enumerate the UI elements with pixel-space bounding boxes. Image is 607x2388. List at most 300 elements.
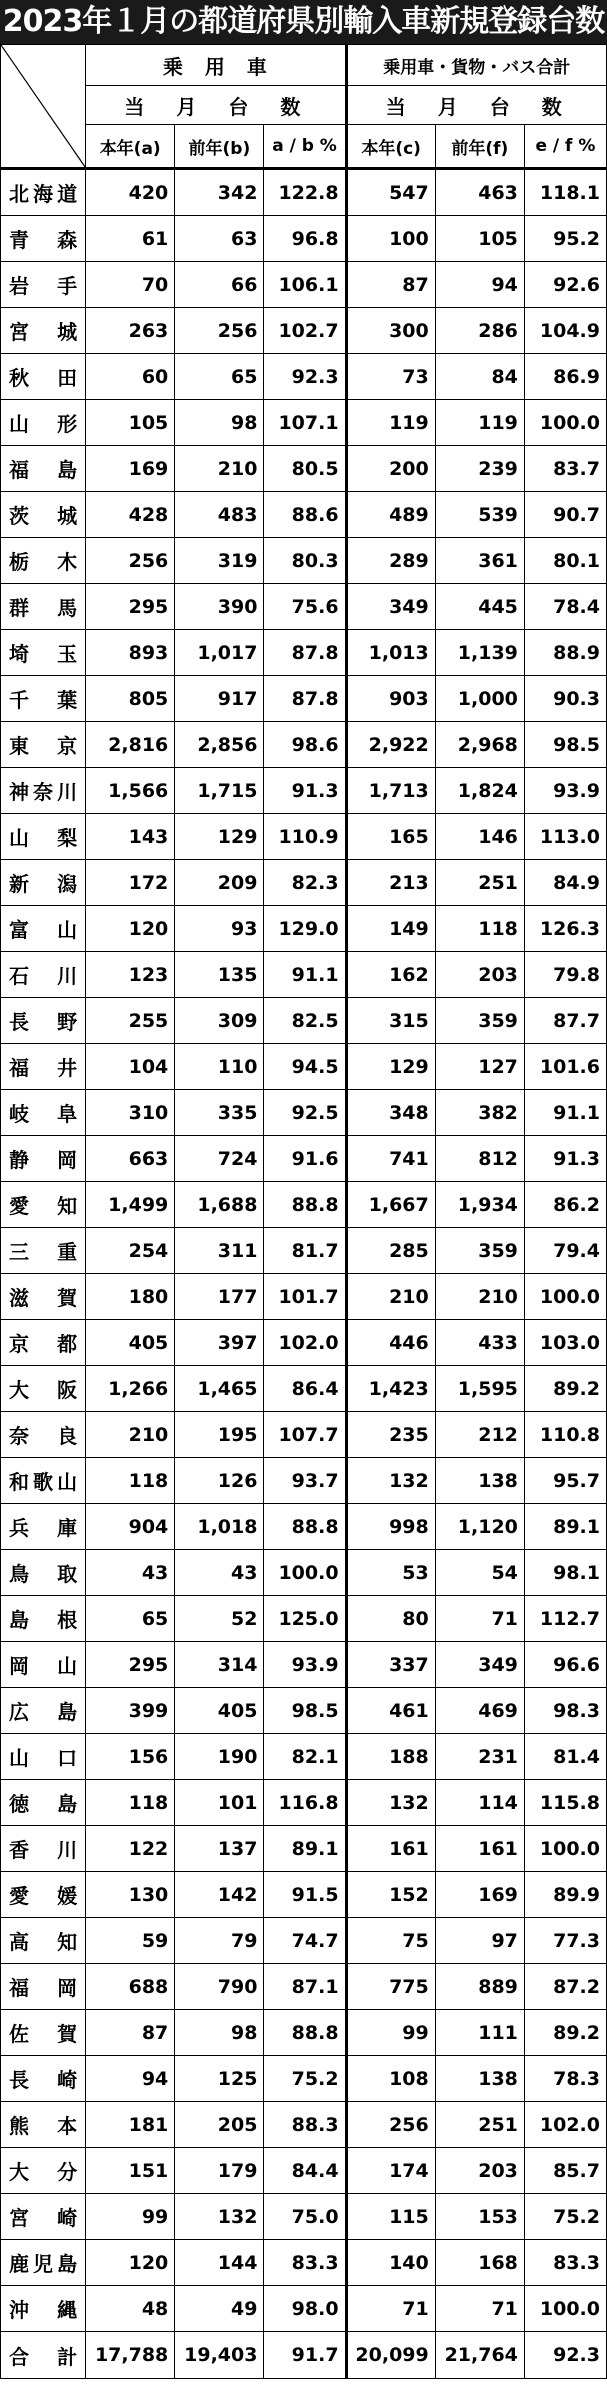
cell-b: 179 [175,2148,264,2194]
cell-f: 210 [435,1274,524,1320]
table-row [1,1918,607,1964]
cell-a: 87 [86,2010,175,2056]
prefecture-name: 長野 [1,998,86,1044]
cell-b: 43 [175,1550,264,1596]
cell-b: 405 [175,1688,264,1734]
column-header: a / b % [264,125,346,169]
cell-ab: 107.7 [264,1412,346,1458]
cell-a: 48 [86,2286,175,2332]
cell-b: 98 [175,400,264,446]
cell-b: 205 [175,2102,264,2148]
cell-f: 239 [435,446,524,492]
cell-a: 904 [86,1504,175,1550]
cell-a: 181 [86,2102,175,2148]
prefecture-name: 山形 [1,400,86,446]
cell-ef: 91.3 [524,1136,606,1182]
cell-ab: 91.1 [264,952,346,998]
cell-ab: 88.3 [264,2102,346,2148]
cell-ab: 74.7 [264,1918,346,1964]
table-row [1,584,607,630]
table-row [1,1504,607,1550]
prefecture-name: 合計 [1,2332,86,2379]
cell-ab: 122.8 [264,169,346,216]
cell-ef: 83.7 [524,446,606,492]
cell-f: 231 [435,1734,524,1780]
column-header: 本年(c) [346,125,435,169]
table-row [1,1688,607,1734]
cell-ef: 118.1 [524,169,606,216]
cell-ab: 129.0 [264,906,346,952]
cell-b: 483 [175,492,264,538]
table-row [1,2056,607,2102]
cell-b: 19,403 [175,2332,264,2379]
cell-a: 70 [86,262,175,308]
subheader-month-left: 当 月 台 数 [86,86,346,125]
cell-ef: 98.1 [524,1550,606,1596]
cell-a: 399 [86,1688,175,1734]
cell-e: 446 [346,1320,435,1366]
cell-ef: 86.2 [524,1182,606,1228]
cell-e: 1,667 [346,1182,435,1228]
cell-b: 125 [175,2056,264,2102]
cell-e: 149 [346,906,435,952]
cell-ab: 87.8 [264,676,346,722]
cell-ab: 98.6 [264,722,346,768]
table-row [1,2194,607,2240]
table-row [1,2240,607,2286]
cell-e: 108 [346,2056,435,2102]
table-row [1,1044,607,1090]
cell-a: 1,266 [86,1366,175,1412]
cell-e: 489 [346,492,435,538]
table-row [1,1596,607,1642]
cell-b: 101 [175,1780,264,1826]
cell-f: 105 [435,216,524,262]
cell-ab: 86.4 [264,1366,346,1412]
cell-ef: 87.2 [524,1964,606,2010]
prefecture-name: 沖縄 [1,2286,86,2332]
table-row [1,308,607,354]
table-row [1,262,607,308]
cell-ab: 80.5 [264,446,346,492]
cell-a: 688 [86,1964,175,2010]
page-title: 2023年１月の都道府県別輸入車新規登録台数 [0,0,607,44]
table-row [1,1780,607,1826]
cell-b: 311 [175,1228,264,1274]
cell-f: 382 [435,1090,524,1136]
prefecture-name: 佐賀 [1,2010,86,2056]
cell-a: 99 [86,2194,175,2240]
cell-e: 903 [346,676,435,722]
table-row [1,998,607,1044]
cell-f: 433 [435,1320,524,1366]
cell-f: 1,139 [435,630,524,676]
prefecture-name: 富山 [1,906,86,952]
table-row [1,860,607,906]
prefecture-name: 神奈川 [1,768,86,814]
cell-a: 120 [86,906,175,952]
prefecture-name: 福岡 [1,1964,86,2010]
cell-ab: 107.1 [264,400,346,446]
cell-b: 342 [175,169,264,216]
cell-f: 539 [435,492,524,538]
cell-b: 724 [175,1136,264,1182]
cell-ef: 89.9 [524,1872,606,1918]
cell-a: 210 [86,1412,175,1458]
cell-f: 119 [435,400,524,446]
cell-e: 337 [346,1642,435,1688]
cell-ab: 96.8 [264,216,346,262]
cell-b: 144 [175,2240,264,2286]
prefecture-name: 山梨 [1,814,86,860]
table-row [1,676,607,722]
registration-table [0,44,607,2379]
cell-e: 129 [346,1044,435,1090]
diagonal-line-icon [1,45,85,167]
cell-f: 1,000 [435,676,524,722]
cell-f: 84 [435,354,524,400]
cell-b: 195 [175,1412,264,1458]
cell-ab: 92.5 [264,1090,346,1136]
cell-e: 152 [346,1872,435,1918]
cell-e: 213 [346,860,435,906]
cell-e: 73 [346,354,435,400]
prefecture-name: 千葉 [1,676,86,722]
cell-ab: 84.4 [264,2148,346,2194]
total-row [1,2332,607,2379]
cell-a: 263 [86,308,175,354]
cell-e: 775 [346,1964,435,2010]
cell-ef: 115.8 [524,1780,606,1826]
cell-ef: 84.9 [524,860,606,906]
cell-ef: 95.2 [524,216,606,262]
prefecture-name: 埼玉 [1,630,86,676]
cell-ef: 88.9 [524,630,606,676]
cell-b: 210 [175,446,264,492]
cell-e: 998 [346,1504,435,1550]
cell-a: 1,566 [86,768,175,814]
prefecture-name: 東京 [1,722,86,768]
cell-a: 805 [86,676,175,722]
cell-a: 405 [86,1320,175,1366]
cell-f: 71 [435,2286,524,2332]
prefecture-name: 秋田 [1,354,86,400]
table-row [1,1872,607,1918]
cell-e: 200 [346,446,435,492]
cell-f: 168 [435,2240,524,2286]
cell-f: 153 [435,2194,524,2240]
cell-e: 741 [346,1136,435,1182]
cell-ab: 125.0 [264,1596,346,1642]
cell-a: 151 [86,2148,175,2194]
cell-e: 315 [346,998,435,1044]
cell-ef: 102.0 [524,2102,606,2148]
cell-ab: 94.5 [264,1044,346,1090]
cell-ab: 93.9 [264,1642,346,1688]
cell-ef: 100.0 [524,400,606,446]
cell-ab: 81.7 [264,1228,346,1274]
cell-e: 132 [346,1780,435,1826]
cell-ab: 88.8 [264,1182,346,1228]
cell-f: 118 [435,906,524,952]
cell-a: 105 [86,400,175,446]
table-row [1,1964,607,2010]
cell-f: 445 [435,584,524,630]
cell-f: 361 [435,538,524,584]
prefecture-name: 広島 [1,1688,86,1734]
table-row [1,2102,607,2148]
cell-e: 162 [346,952,435,998]
cell-f: 203 [435,2148,524,2194]
cell-ab: 91.7 [264,2332,346,2379]
prefecture-name: 和歌山 [1,1458,86,1504]
cell-a: 428 [86,492,175,538]
cell-e: 348 [346,1090,435,1136]
prefecture-name: 鳥取 [1,1550,86,1596]
cell-b: 177 [175,1274,264,1320]
cell-b: 1,017 [175,630,264,676]
cell-b: 319 [175,538,264,584]
cell-ef: 100.0 [524,1826,606,1872]
column-header: e / f % [524,125,606,169]
cell-f: 349 [435,1642,524,1688]
cell-ab: 88.8 [264,2010,346,2056]
cell-e: 87 [346,262,435,308]
cell-a: 61 [86,216,175,262]
cell-e: 547 [346,169,435,216]
cell-a: 256 [86,538,175,584]
table-row [1,1320,607,1366]
cell-a: 255 [86,998,175,1044]
cell-ef: 95.7 [524,1458,606,1504]
cell-a: 893 [86,630,175,676]
cell-a: 295 [86,1642,175,1688]
cell-ab: 98.5 [264,1688,346,1734]
cell-ef: 96.6 [524,1642,606,1688]
cell-f: 251 [435,2102,524,2148]
cell-ef: 87.7 [524,998,606,1044]
cell-ab: 75.0 [264,2194,346,2240]
table-row [1,216,607,262]
cell-ab: 88.8 [264,1504,346,1550]
cell-e: 161 [346,1826,435,1872]
cell-e: 115 [346,2194,435,2240]
cell-ab: 87.1 [264,1964,346,2010]
prefecture-name: 新潟 [1,860,86,906]
cell-e: 132 [346,1458,435,1504]
cell-ef: 101.6 [524,1044,606,1090]
column-header: 前年(b) [175,125,264,169]
cell-a: 172 [86,860,175,906]
cell-f: 2,968 [435,722,524,768]
cell-f: 71 [435,1596,524,1642]
cell-ab: 93.7 [264,1458,346,1504]
cell-ef: 79.8 [524,952,606,998]
cell-ab: 91.6 [264,1136,346,1182]
table-row [1,169,607,216]
cell-ef: 113.0 [524,814,606,860]
table-row [1,952,607,998]
cell-ab: 102.0 [264,1320,346,1366]
cell-b: 129 [175,814,264,860]
cell-e: 235 [346,1412,435,1458]
cell-b: 126 [175,1458,264,1504]
cell-b: 52 [175,1596,264,1642]
prefecture-name: 静岡 [1,1136,86,1182]
prefecture-name: 長崎 [1,2056,86,2102]
cell-f: 1,824 [435,768,524,814]
cell-b: 1,465 [175,1366,264,1412]
cell-a: 180 [86,1274,175,1320]
cell-f: 127 [435,1044,524,1090]
cell-e: 140 [346,2240,435,2286]
cell-a: 156 [86,1734,175,1780]
prefecture-name: 青森 [1,216,86,262]
cell-ef: 89.2 [524,2010,606,2056]
prefecture-name: 福井 [1,1044,86,1090]
cell-ab: 75.2 [264,2056,346,2102]
cell-b: 390 [175,584,264,630]
cell-ef: 78.3 [524,2056,606,2102]
cell-ef: 92.3 [524,2332,606,2379]
table-row [1,1366,607,1412]
cell-f: 203 [435,952,524,998]
prefecture-name: 宮崎 [1,2194,86,2240]
table-row [1,2286,607,2332]
prefecture-name: 茨城 [1,492,86,538]
cell-f: 889 [435,1964,524,2010]
cell-e: 289 [346,538,435,584]
cell-a: 118 [86,1780,175,1826]
cell-ef: 100.0 [524,2286,606,2332]
cell-a: 2,816 [86,722,175,768]
cell-ef: 112.7 [524,1596,606,1642]
cell-f: 21,764 [435,2332,524,2379]
cell-b: 917 [175,676,264,722]
cell-ab: 91.5 [264,1872,346,1918]
cell-f: 359 [435,998,524,1044]
group-header-passenger: 乗 用 車 [86,45,346,86]
cell-a: 663 [86,1136,175,1182]
table-row [1,1412,607,1458]
cell-e: 256 [346,2102,435,2148]
cell-e: 174 [346,2148,435,2194]
cell-e: 53 [346,1550,435,1596]
cell-ab: 110.9 [264,814,346,860]
cell-f: 1,934 [435,1182,524,1228]
cell-b: 135 [175,952,264,998]
cell-ab: 82.3 [264,860,346,906]
cell-ef: 81.4 [524,1734,606,1780]
cell-e: 2,922 [346,722,435,768]
cell-e: 285 [346,1228,435,1274]
table-row [1,1734,607,1780]
table-row [1,630,607,676]
cell-ab: 80.3 [264,538,346,584]
cell-f: 97 [435,1918,524,1964]
cell-e: 75 [346,1918,435,1964]
cell-e: 461 [346,1688,435,1734]
column-header: 前年(f) [435,125,524,169]
cell-e: 300 [346,308,435,354]
cell-ef: 93.9 [524,768,606,814]
cell-ab: 83.3 [264,2240,346,2286]
cell-a: 310 [86,1090,175,1136]
cell-b: 2,856 [175,722,264,768]
table-row [1,1826,607,1872]
cell-b: 66 [175,262,264,308]
cell-ab: 92.3 [264,354,346,400]
table-row [1,1090,607,1136]
cell-b: 209 [175,860,264,906]
table-row [1,400,607,446]
cell-ef: 79.4 [524,1228,606,1274]
cell-b: 98 [175,2010,264,2056]
cell-b: 790 [175,1964,264,2010]
prefecture-name: 岡山 [1,1642,86,1688]
table-row [1,1458,607,1504]
table-row [1,1550,607,1596]
table-row [1,1228,607,1274]
cell-e: 188 [346,1734,435,1780]
cell-ab: 82.5 [264,998,346,1044]
cell-f: 161 [435,1826,524,1872]
cell-a: 17,788 [86,2332,175,2379]
prefecture-name: 兵庫 [1,1504,86,1550]
prefecture-name: 鹿児島 [1,2240,86,2286]
cell-f: 359 [435,1228,524,1274]
cell-a: 60 [86,354,175,400]
cell-ab: 116.8 [264,1780,346,1826]
cell-e: 99 [346,2010,435,2056]
cell-ab: 89.1 [264,1826,346,1872]
cell-ef: 86.9 [524,354,606,400]
cell-ef: 110.8 [524,1412,606,1458]
cell-ef: 80.1 [524,538,606,584]
prefecture-name: 栃木 [1,538,86,584]
cell-e: 119 [346,400,435,446]
cell-ab: 87.8 [264,630,346,676]
prefecture-name: 山口 [1,1734,86,1780]
cell-e: 210 [346,1274,435,1320]
cell-ab: 88.6 [264,492,346,538]
cell-b: 256 [175,308,264,354]
cell-a: 94 [86,2056,175,2102]
table-row [1,446,607,492]
table-row [1,2010,607,2056]
column-header: 本年(a) [86,125,175,169]
table-row [1,1182,607,1228]
cell-ab: 102.7 [264,308,346,354]
cell-a: 123 [86,952,175,998]
prefecture-name: 石川 [1,952,86,998]
cell-f: 212 [435,1412,524,1458]
cell-a: 59 [86,1918,175,1964]
cell-f: 463 [435,169,524,216]
cell-a: 420 [86,169,175,216]
cell-b: 335 [175,1090,264,1136]
cell-ef: 126.3 [524,906,606,952]
cell-f: 1,120 [435,1504,524,1550]
cell-b: 309 [175,998,264,1044]
cell-ab: 98.0 [264,2286,346,2332]
cell-f: 169 [435,1872,524,1918]
cell-a: 130 [86,1872,175,1918]
cell-f: 286 [435,308,524,354]
cell-f: 812 [435,1136,524,1182]
table-row [1,1274,607,1320]
cell-ef: 98.5 [524,722,606,768]
